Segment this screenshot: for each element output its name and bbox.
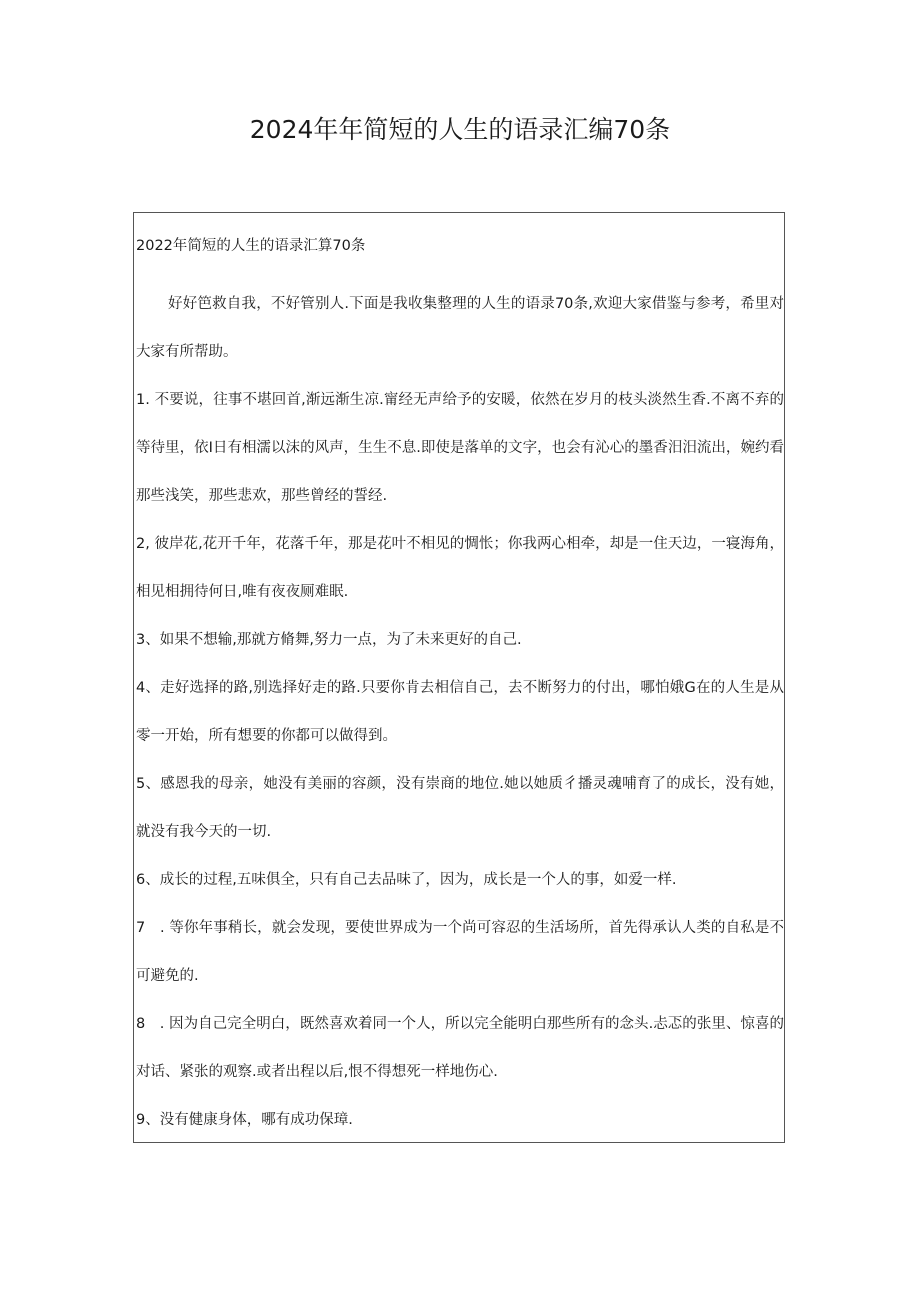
quote-item-5: 5、感恩我的母亲，她没有美丽的容颜，没有崇商的地位.她以她质彳播灵魂哺育了的成长，没有她，就没有我今天的一切. xyxy=(136,776,784,840)
quote-item-3: 3、如果不想输,那就方脩舞,努力一点，为了未来更好的自己. xyxy=(136,632,522,648)
quote-item-6: 6、成长的过程,五味俱全，只有自己去品味了，因为，成长是一个人的事，如爱一样. xyxy=(136,872,677,888)
intro-paragraph: 好好笆救自我，不好管别人.下面是我收集整理的人生的语录70条,欢迎大家借鉴与参考，希里对大家有所帮助。 xyxy=(136,296,784,360)
document-body xyxy=(136,234,784,1144)
quote-item-8: 8 . 因为自己完全明白，既然喜欢着同一个人，所以完全能明白那些所有的念头.忐忑的张里、惊喜的对话、紧张的观察.或者出程以后,恨不得想死一样地伤心. xyxy=(136,1016,784,1080)
quote-item-2: 2, 彼岸花,花开千年，花落千年，那是花叶不相见的惆怅；你我两心相牵，却是一住天边，一寝海角，相见相拥待何日,唯有夜夜厕难眠. xyxy=(136,536,784,600)
quote-item-4: 4、走好选择的路,别选择好走的路.只要你肯去相信自己，去不断努力的付出，哪怕娥G在的人生是从零一开始，所有想要的你都可以做得到。 xyxy=(136,680,784,744)
quote-item-1: 1. 不要说，往事不堪回首,渐远渐生凉.甯经无声给予的安暖，依然在岁月的枝头淡然生香.不离不弃的等待里，依I日有相濡以沫的风声，生生不息.即使是落单的文字，也会有沁心的墨香汨汨流出，婉约看那些浅笑，那些悲欢，那些曾经的誓经. xyxy=(136,392,784,504)
document-title: 2024年年简短的人生的语录汇编70条 xyxy=(249,115,671,144)
quote-item-9: 9、没有健康身体，哪有成功保璋. xyxy=(136,1112,353,1128)
quote-item-7: 7 . 等你年事稍长，就会发现，要使世界成为一个尚可容忍的生活场所，首先得承认人类的自私是不可避免的. xyxy=(136,920,784,984)
document-subtitle: 2022年简短的人生的语录汇算70条 xyxy=(136,238,366,254)
